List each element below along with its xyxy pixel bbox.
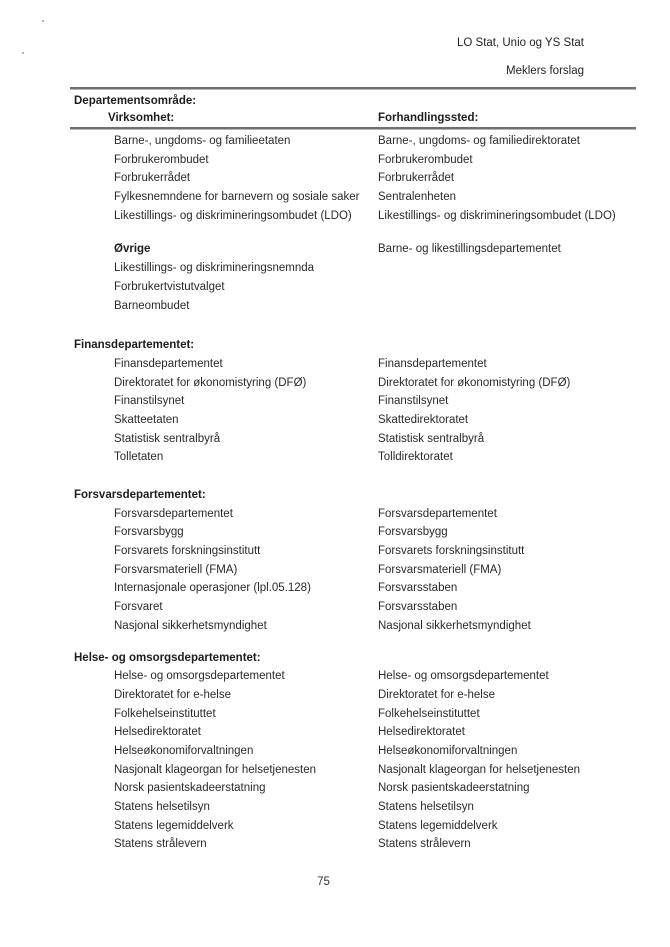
- table-section: [0, 486, 670, 636]
- header-organizations: LO Stat, Unio og YS Stat: [457, 37, 584, 49]
- table-row: [0, 542, 670, 561]
- table-row: [0, 667, 670, 686]
- table-section: [0, 132, 670, 225]
- table-header-rule: [70, 127, 636, 130]
- table-top-rule: [70, 87, 636, 90]
- table-row: [0, 598, 670, 617]
- forhandlingssted-cell: Forsvarsdepartementet: [378, 507, 497, 520]
- virksomhet-cell: Norsk pasientskadeerstatning: [114, 782, 266, 795]
- table-row: [0, 523, 670, 542]
- table-row: [0, 705, 670, 724]
- virksomhet-cell: Finansdepartementet: [114, 357, 223, 370]
- table-row: [0, 297, 670, 316]
- forhandlingssted-cell: Forsvarets forskningsinstitutt: [378, 545, 525, 558]
- table-section: [0, 649, 670, 855]
- virksomhet-cell: Direktoratet for e-helse: [114, 688, 231, 701]
- table-row: [0, 617, 670, 636]
- forhandlingssted-cell: Barne- og likestillingsdepartementet: [378, 243, 561, 256]
- virksomhet-cell: Forsvarsdepartementet: [114, 507, 233, 520]
- scan-speck: [42, 20, 44, 22]
- table-row: [0, 259, 670, 278]
- virksomhet-cell: Likestillings- og diskrimineringsombudet (LDO): [114, 209, 352, 222]
- table-row: [0, 374, 670, 393]
- forhandlingssted-cell: Skattedirektoratet: [378, 413, 469, 426]
- forhandlingssted-cell: Sentralenheten: [378, 191, 457, 204]
- virksomhet-cell: Helseøkonomiforvaltningen: [114, 744, 254, 757]
- section-heading: Helse- og omsorgsdepartementet:: [74, 651, 261, 664]
- table-row: [0, 448, 670, 467]
- table-row: [0, 779, 670, 798]
- virksomhet-cell: Forsvaret: [114, 601, 163, 614]
- table-row: [0, 686, 670, 705]
- virksomhet-cell: Direktoratet for økonomistyring (DFØ): [114, 376, 307, 389]
- table-row: [0, 742, 670, 761]
- virksomhet-cell: Øvrige: [114, 243, 151, 256]
- table-section: [0, 336, 670, 467]
- virksomhet-cell: Forsvarsbygg: [114, 526, 184, 539]
- forhandlingssted-cell: Tolldirektoratet: [378, 451, 453, 464]
- forhandlingssted-cell: Forbrukerrådet: [378, 172, 455, 185]
- column-header-forhandlingssted: Forhandlingssted:: [378, 112, 479, 124]
- table-row: [0, 761, 670, 780]
- virksomhet-cell: Nasjonal sikkerhetsmyndighet: [114, 619, 267, 632]
- virksomhet-cell: Statens strålevern: [114, 838, 207, 851]
- department-table: [0, 132, 670, 854]
- table-row: [0, 430, 670, 449]
- forhandlingssted-cell: Direktoratet for e-helse: [378, 688, 495, 701]
- column-header-virksomhet: Virksomhet:: [108, 112, 175, 124]
- table-row: [0, 579, 670, 598]
- forhandlingssted-cell: Nasjonalt klageorgan for helsetjenesten: [378, 763, 581, 776]
- forhandlingssted-cell: Barne-, ungdoms- og familiedirektoratet: [378, 135, 580, 147]
- virksomhet-cell: Forbrukerombudet: [114, 153, 209, 166]
- virksomhet-cell: Finanstilsynet: [114, 395, 185, 408]
- forhandlingssted-cell: Likestillings- og diskrimineringsombudet (LDO): [378, 209, 616, 222]
- virksomhet-cell: Forbrukerrådet: [114, 172, 191, 185]
- header-subtitle: Meklers forslag: [506, 65, 584, 77]
- forhandlingssted-cell: Norsk pasientskadeerstatning: [378, 782, 530, 795]
- table-row: [0, 132, 670, 151]
- virksomhet-cell: Statens legemiddelverk: [114, 819, 234, 832]
- table-row: [0, 151, 670, 170]
- virksomhet-cell: Helse- og omsorgsdepartementet: [114, 670, 285, 683]
- forhandlingssted-cell: Finanstilsynet: [378, 395, 449, 408]
- table-row: [0, 798, 670, 817]
- virksomhet-cell: Forbrukertvistutvalget: [114, 280, 225, 293]
- forhandlingssted-cell: Statens helsetilsyn: [378, 801, 474, 813]
- table-row: [0, 355, 670, 374]
- virksomhet-cell: Internasjonale operasjoner (lpl.05.128): [114, 582, 311, 595]
- table-row: [0, 188, 670, 207]
- table-row: [0, 835, 670, 854]
- virksomhet-cell: Statistisk sentralbyrå: [114, 432, 221, 445]
- table-row: [0, 392, 670, 411]
- forhandlingssted-cell: Forsvarsbygg: [378, 526, 448, 539]
- table-row: [0, 240, 670, 259]
- virksomhet-cell: Nasjonalt klageorgan for helsetjenesten: [114, 763, 317, 776]
- forhandlingssted-cell: Helse- og omsorgsdepartementet: [378, 670, 549, 683]
- table-row: [0, 411, 670, 430]
- forhandlingssted-cell: Finansdepartementet: [378, 357, 487, 370]
- forhandlingssted-cell: Forbrukerombudet: [378, 153, 473, 166]
- scan-speck: [22, 52, 24, 54]
- section-heading: Finansdepartementet:: [74, 339, 195, 352]
- table-section: [0, 240, 670, 315]
- forhandlingssted-cell: Forsvarsmateriell (FMA): [378, 563, 502, 576]
- table-row: [0, 169, 670, 188]
- table-row: [0, 561, 670, 580]
- table-row: [0, 505, 670, 524]
- virksomhet-cell: Barneombudet: [114, 299, 190, 312]
- virksomhet-cell: Folkehelseinstituttet: [114, 707, 216, 720]
- table-row: [0, 278, 670, 297]
- virksomhet-cell: Forsvarets forskningsinstitutt: [114, 545, 261, 558]
- virksomhet-cell: Forsvarsmateriell (FMA): [114, 563, 238, 576]
- page-number: 75: [317, 876, 330, 888]
- table-row: [0, 207, 670, 226]
- virksomhet-cell: Helsedirektoratet: [114, 726, 201, 739]
- forhandlingssted-cell: Statens strålevern: [378, 838, 471, 851]
- forhandlingssted-cell: Helsedirektoratet: [378, 726, 465, 739]
- forhandlingssted-cell: Folkehelseinstituttet: [378, 707, 480, 720]
- virksomhet-cell: Statens helsetilsyn: [114, 801, 210, 813]
- forhandlingssted-cell: Forsvarsstaben: [378, 601, 458, 614]
- forhandlingssted-cell: Nasjonal sikkerhetsmyndighet: [378, 619, 531, 632]
- virksomhet-cell: Fylkesnemndene for barnevern og sosiale saker: [114, 191, 360, 204]
- forhandlingssted-cell: Statistisk sentralbyrå: [378, 432, 485, 445]
- section-heading: Forsvarsdepartementet:: [74, 489, 206, 501]
- table-row: [0, 723, 670, 742]
- virksomhet-cell: Skatteetaten: [114, 413, 179, 426]
- virksomhet-cell: Barne-, ungdoms- og familieetaten: [114, 135, 291, 147]
- forhandlingssted-cell: Direktoratet for økonomistyring (DFØ): [378, 376, 571, 389]
- department-area-label: Departementsområde:: [74, 95, 197, 107]
- table-row: [0, 817, 670, 836]
- forhandlingssted-cell: Statens legemiddelverk: [378, 819, 498, 832]
- forhandlingssted-cell: Helseøkonomiforvaltningen: [378, 744, 518, 757]
- virksomhet-cell: Tolletaten: [114, 451, 164, 464]
- forhandlingssted-cell: Forsvarsstaben: [378, 582, 458, 595]
- virksomhet-cell: Likestillings- og diskrimineringsnemnda: [114, 262, 315, 275]
